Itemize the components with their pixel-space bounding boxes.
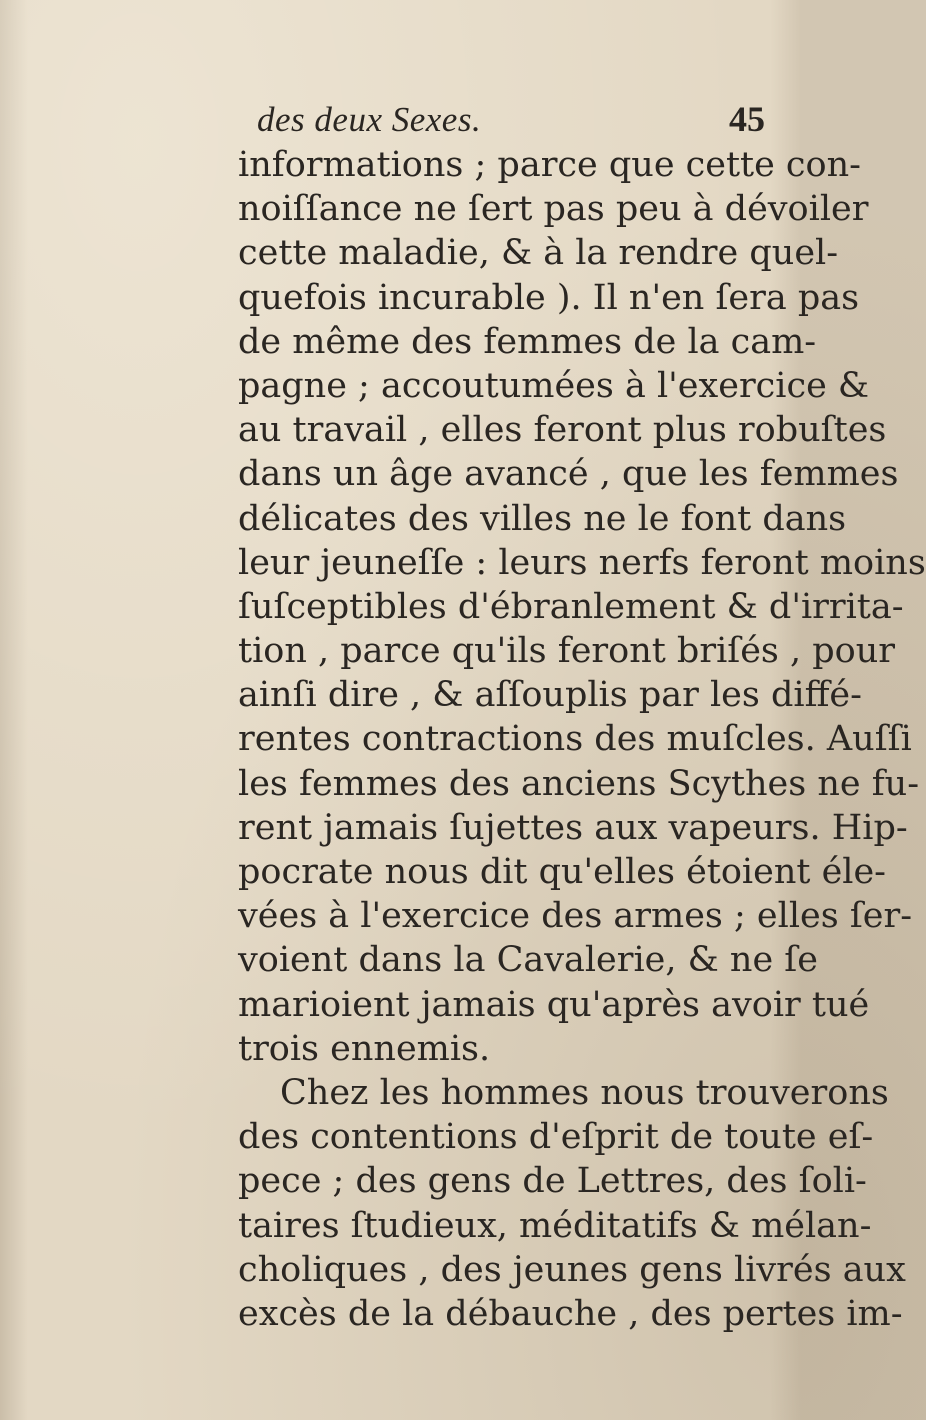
text-line: informations ; parce que cette con- bbox=[238, 145, 861, 185]
text-line: pagne ; accoutumées à l'exercice & bbox=[238, 365, 870, 406]
text-line: noiſſance ne ſert pas peu à dévoiler bbox=[238, 189, 869, 230]
text-line: ſuſceptibles d'ébranlement & d'irrita- bbox=[238, 586, 904, 627]
text-line: quefois incurable ). Il n'en ſera pas bbox=[238, 277, 860, 318]
text-line: dans un âge avancé , que les femmes bbox=[238, 454, 899, 495]
text-line: pece ; des gens de Lettres, des ſoli- bbox=[238, 1161, 867, 1202]
text-line: excès de la débauche , des pertes im- bbox=[238, 1293, 903, 1334]
text-line: délicates des villes ne le font dans bbox=[238, 498, 847, 539]
text-line: marioient jamais qu'après avoir tué bbox=[238, 984, 870, 1025]
text-line: voient dans la Cavalerie, & ne ſe bbox=[238, 940, 818, 981]
running-title: des deux Sexes. bbox=[257, 100, 482, 139]
running-head bbox=[245, 100, 765, 140]
text-line: leur jeuneſſe : leurs nerfs feront moins bbox=[238, 542, 926, 583]
page-number: 45 bbox=[729, 99, 765, 139]
text-line: les femmes des anciens Scythes ne fu- bbox=[238, 763, 920, 804]
text-line: tion , parce qu'ils feront briſés , pour bbox=[238, 631, 896, 672]
text-line: pocrate nous dit qu'elles étoient éle- bbox=[238, 852, 887, 892]
text-line: des contentions d'eſprit de toute eſ- bbox=[238, 1117, 874, 1158]
text-line: vées à l'exercice des armes ; elles ſer- bbox=[238, 896, 913, 937]
body-text bbox=[238, 143, 926, 1336]
text-line: au travail , elles feront plus robuſtes bbox=[238, 410, 887, 451]
text-line: taires ſtudieux, méditatifs & mélan- bbox=[238, 1205, 872, 1246]
text-line: rent jamais ſujettes aux vapeurs. Hip- bbox=[238, 807, 908, 848]
text-line: trois ennemis. bbox=[238, 1028, 491, 1069]
text-line: ainſi dire , & aſſouplis par les diffé- bbox=[238, 675, 862, 716]
text-line: rentes contractions des muſcles. Auſſi bbox=[238, 719, 912, 760]
text-line: Chez les hommes nous trouverons bbox=[280, 1072, 889, 1113]
text-line: de même des femmes de la cam- bbox=[238, 321, 817, 362]
text-line: choliques , des jeunes gens livrés aux bbox=[238, 1249, 906, 1290]
text-line: cette maladie, & à la rendre quel- bbox=[238, 233, 839, 274]
